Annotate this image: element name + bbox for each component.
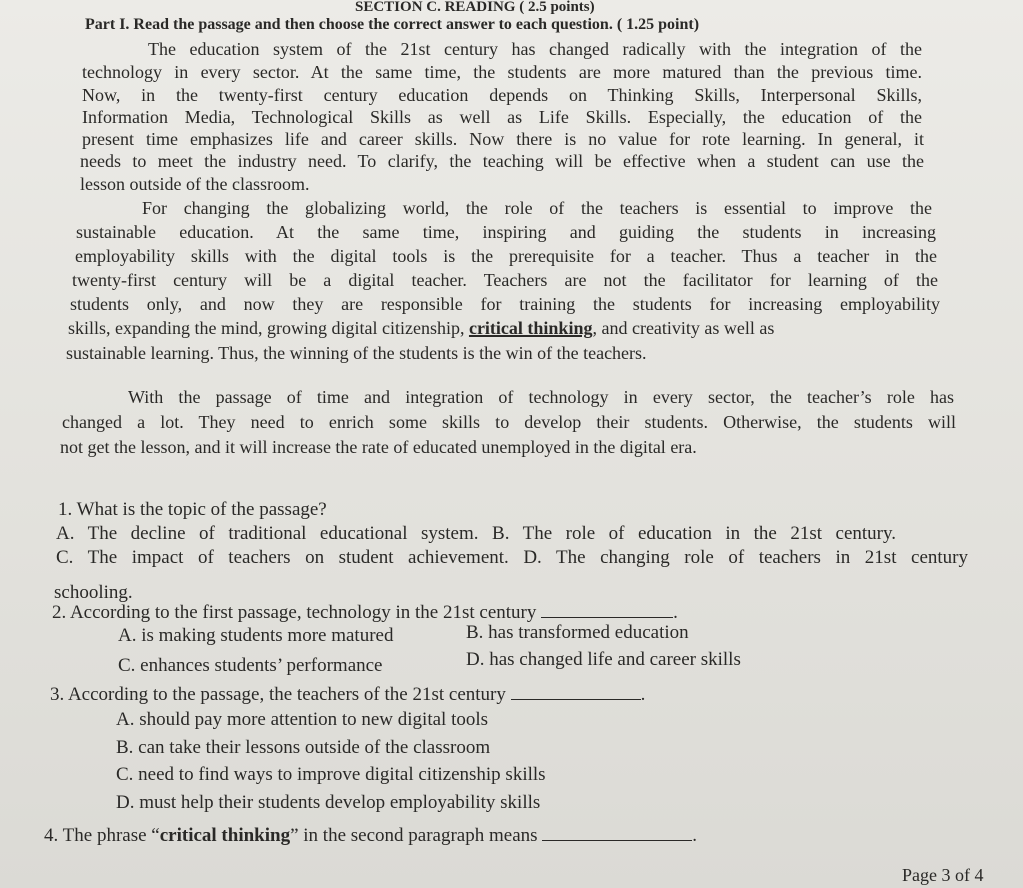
passage-line: Information Media, Technological Skills as well as Life Skills. Especially, the education of the [82, 107, 922, 127]
option-line: A. The decline of traditional educational system. B. The role of education in the 21st century. [56, 523, 896, 544]
passage-line: employability skills with the digital tools is the prerequisite for a teacher. Thus a teacher in the [75, 246, 937, 266]
critical-thinking-phrase: critical thinking [159, 825, 291, 846]
option-d: D. must help their students develop employability skills [116, 792, 541, 813]
option-c: C. need to find ways to improve digital citizenship skills [116, 764, 546, 785]
option-line: C. The impact of teachers on student achievement. D. The changing role of teachers in 21st century [56, 547, 968, 568]
answer-blank[interactable] [541, 601, 673, 618]
passage-line: For changing the globalizing world, the role of the teachers is essential to improve the [142, 198, 932, 218]
passage-text: , and creativity as well as [592, 318, 775, 338]
critical-thinking-phrase: critical thinking [468, 318, 593, 338]
question-text: 2. According to the first passage, technology in the 21st century [52, 602, 537, 623]
answer-blank[interactable] [511, 683, 641, 700]
option-c: C. enhances students’ performance [118, 655, 383, 676]
passage-line: The education system of the 21st century has changed radically with the integration of the [148, 39, 922, 59]
passage-line: present time emphasizes life and career skills. Now there is no value for rote learning. In general, it [82, 129, 924, 149]
passage-line: sustainable learning. Thus, the winning of the students is the win of the teachers. [66, 343, 647, 363]
passage-line: lesson outside of the classroom. [80, 174, 310, 194]
question-stem [52, 601, 678, 624]
question-stem [44, 824, 697, 847]
question-text: 4. The phrase “ [44, 825, 160, 846]
passage-line: sustainable education. At the same time, inspiring and guiding the students in increasing [76, 222, 936, 242]
passage-line: With the passage of time and integration of technology in every sector, the teacher’s role has [128, 387, 954, 407]
option-line: schooling. [54, 582, 133, 603]
passage-text: skills, expanding the mind, growing digital citizenship, [68, 318, 469, 338]
question-stem [50, 683, 645, 706]
question-end: . [673, 602, 678, 623]
passage-line: technology in every sector. At the same time, the students are more matured than the previous time. [82, 62, 922, 82]
option-b: B. has transformed education [466, 622, 689, 643]
passage-line: twenty-first century will be a digital teacher. Teachers are not the facilitator for learning of the [72, 270, 938, 290]
option-d: D. has changed life and career skills [466, 649, 741, 670]
passage-line: not get the lesson, and it will increase the rate of educated unemployed in the digital era. [60, 437, 697, 457]
option-a: A. should pay more attention to new digital tools [116, 709, 489, 730]
page-number: Page 3 of 4 [902, 865, 984, 885]
passage-line: students only, and now they are responsible for training the students for increasing employability [70, 294, 940, 314]
question-text: 3. According to the passage, the teachers of the 21st century [50, 684, 506, 705]
answer-blank[interactable] [542, 824, 692, 841]
passage-line: Now, in the twenty-first century education depends on Thinking Skills, Interpersonal Skills, [82, 85, 922, 105]
part-instruction: Part I. Read the passage and then choose the correct answer to each question. ( 1.25 point) [85, 16, 700, 33]
passage-line: needs to meet the industry need. To clarify, the teaching will be effective when a student can use the [80, 151, 924, 171]
question-text: ” in the second paragraph means [290, 825, 538, 846]
question-stem: 1. What is the topic of the passage? [58, 499, 327, 520]
section-title: SECTION C. READING ( 2.5 points) [355, 0, 595, 15]
passage-line [68, 317, 774, 339]
question-end: . [640, 684, 646, 705]
passage-line: changed a lot. They need to enrich some skills to develop their students. Otherwise, the students will [62, 412, 956, 432]
option-a: A. is making students more matured [118, 625, 394, 646]
question-end: . [692, 825, 698, 846]
option-b: B. can take their lessons outside of the classroom [116, 737, 491, 758]
